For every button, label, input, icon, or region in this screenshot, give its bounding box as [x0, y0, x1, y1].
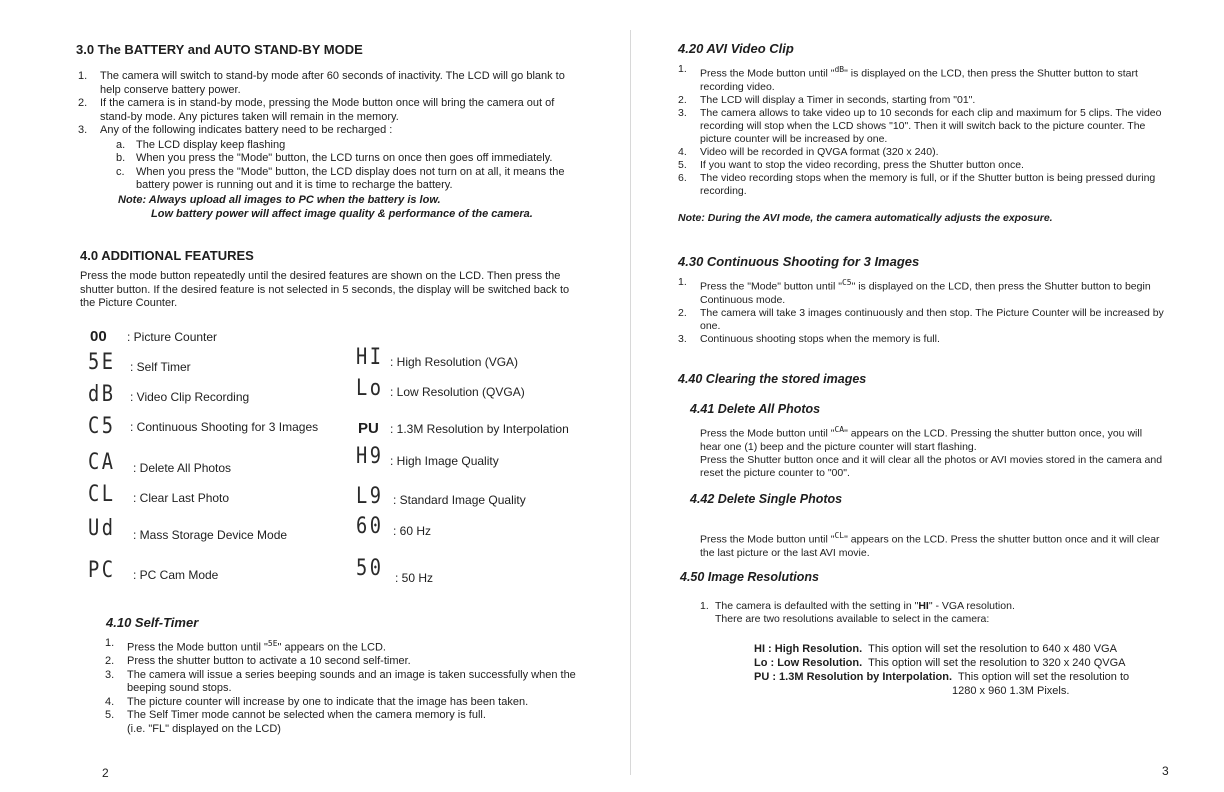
lcd-code-50hz: 50 — [356, 556, 384, 581]
delete-single-text: Press the Mode button until "$^{CL}$" appears on the LCD. Press the shutter button once and it will clear the last picture or the last AVI movie. — [700, 531, 1160, 559]
list-item: 3. Any of the following indicates battery need to be recharged : — [78, 124, 393, 136]
feature-label: : Video Clip Recording — [130, 390, 250, 404]
feature-label: : Self Timer — [130, 360, 191, 374]
feature-label: : Low Resolution (QVGA) — [390, 385, 525, 399]
feature-label: : Clear Last Photo — [133, 491, 230, 505]
feature-label: : High Resolution (VGA) — [390, 355, 519, 369]
list-item: b. When you press the "Mode" button, the LCD turns on once then goes off immediately. — [116, 152, 553, 164]
list-item: 4. Video will be recorded in QVGA format (320 x 240). — [678, 145, 939, 158]
list-item: 2. The LCD will display a Timer in seconds, starting from "01". — [678, 93, 976, 106]
feature-label: : 60 Hz — [393, 524, 432, 538]
list-item: 4. The picture counter will increase by one to indicate that the image has been taken. — [105, 695, 529, 708]
section-4-30-heading: 4.30 Continuous Shooting for 3 Images — [678, 254, 920, 269]
battery-note-2: Low battery power will affect image quality & performance of the camera. — [151, 208, 533, 220]
resolution-item: Lo : Low Resolution. This option will set the resolution to 320 x 240 QVGA — [754, 657, 1126, 669]
section-4-10-heading: 4.10 Self-Timer — [106, 615, 199, 630]
list-item: 5. If you want to stop the video recording, press the Shutter button once. — [678, 158, 1024, 171]
feature-label: : Mass Storage Device Mode — [133, 528, 288, 542]
lcd-code-standard-quality: L9 — [356, 484, 384, 509]
page-number: 2 — [102, 766, 109, 780]
lcd-code-mass-storage: Ud — [88, 516, 116, 541]
resolution-item: HI : High Resolution. This option will set the resolution to 640 x 480 VGA — [754, 643, 1117, 655]
lcd-code-high-res: HI — [356, 345, 384, 370]
feature-label: : Standard Image Quality — [393, 493, 526, 507]
list-item: 1. Press the Mode button until "$^{dB}$" is displayed on the LCD, then press the Shutter button to start recording video. — [678, 63, 1138, 93]
list-item: 1. Press the Mode button until "$^{5E}$" appears on the LCD. — [105, 637, 386, 654]
lcd-code-continuous: C5 — [88, 414, 116, 439]
section-4-50-heading: 4.50 Image Resolutions — [680, 570, 819, 584]
section-4-20-heading: 4.20 AVI Video Clip — [678, 41, 794, 56]
right-page — [630, 0, 1224, 792]
feature-label: : Continuous Shooting for 3 Images — [130, 420, 319, 434]
feature-label: : High Image Quality — [390, 454, 499, 468]
lcd-code-inline: CL — [834, 531, 845, 540]
delete-all-text: Press the Mode button until "$^{CA}$" appears on the LCD. Pressing the shutter button once, you will hear one (1) beep and the picture counter will start flashing. Press the Shutter button once and it will clear all the photos or AVI movies stored in the camera and reset the picture counter to "00". — [700, 425, 1163, 479]
feature-label: : 1.3M Resolution by Interpolation — [390, 422, 569, 436]
section-4-intro: Press the mode button repeatedly until the desired features are shown on the LCD. Then press the shutter button. If the desired feature is not selected in 5 seconds, the display will be switched back to the Picture Counter. — [80, 270, 570, 309]
list-item: 3. The camera allows to take video up to 10 seconds for each clip and maximum for 5 clips. The video recording will stop when the LCD shows "10". Then it will switch back to the picture counter. The picture counter will be increased by one. — [678, 106, 1162, 145]
section-4-heading: 4.0 ADDITIONAL FEATURES — [80, 248, 254, 263]
lcd-code-clear-last: CL — [88, 482, 116, 507]
lcd-code-self-timer: 5E — [88, 350, 116, 375]
list-item: 3. Continuous shooting stops when the memory is full. — [678, 332, 940, 345]
list-item: 1. The camera will switch to stand-by mode after 60 seconds of inactivity. The LCD will go blank to help conserve battery power. — [78, 70, 565, 96]
resolution-pu-detail: 1280 x 960 1.3M Pixels. — [952, 685, 1070, 697]
list-item: 5. The Self Timer mode cannot be selected when the camera memory is full. — [105, 709, 486, 722]
lcd-code-pc-cam: PC — [88, 558, 116, 583]
list-item: 1. Press the "Mode" button until "$^{C5}$" is displayed on the LCD, then press the Shutter button to begin Continuous mode. — [678, 276, 1151, 306]
section-4-41-heading: 4.41 Delete All Photos — [690, 402, 821, 416]
feature-label: : PC Cam Mode — [133, 568, 219, 582]
resolution-item: PU : 1.3M Resolution by Interpolation. This option will set the resolution to — [754, 671, 1130, 683]
feature-label: : 50 Hz — [395, 571, 434, 585]
continuous-list — [678, 276, 1168, 346]
battery-note: Note: Always upload all images to PC when the battery is low. — [118, 194, 441, 206]
lcd-code-inline: CA — [834, 425, 845, 434]
list-item: a. The LCD display keep flashing — [116, 138, 286, 151]
self-timer-note: (i.e. "FL" displayed on the LCD) — [127, 722, 281, 735]
avi-note: Note: During the AVI mode, the camera automatically adjusts the exposure. — [678, 212, 1053, 224]
feature-label: : Picture Counter — [127, 330, 218, 344]
lcd-code-inline: C5 — [841, 278, 852, 287]
self-timer-list — [105, 637, 593, 736]
list-item: 2. The camera will take 3 images continuously and then stop. The Picture Counter will be increased by one. — [678, 306, 1164, 332]
page-number: 3 — [1162, 764, 1169, 778]
feature-label: : Delete All Photos — [133, 461, 232, 475]
avi-list — [678, 63, 1168, 198]
resolution-list — [754, 642, 1194, 698]
list-item: 2. If the camera is in stand-by mode, pressing the Mode button once will bring the camera out of stand-by mode. Any pictures taken will remain in the memory. — [78, 97, 555, 123]
lcd-code-video-clip: dB — [88, 382, 116, 407]
section-4-40-heading: 4.40 Clearing the stored images — [678, 372, 867, 386]
lcd-code-60hz: 60 — [356, 514, 384, 539]
list-item: c. When you press the "Mode" button, the LCD display does not turn on at all, it means the battery power is running out and it is time to recharge the battery. — [116, 165, 565, 191]
list-item: 3. The camera will issue a series beeping sounds and an image is taken successfully when the beeping sound stops. — [105, 668, 576, 695]
list-item: 2. Press the shutter button to activate a 10 second self-timer. — [105, 655, 411, 668]
lcd-code-delete-all: CA — [88, 450, 116, 475]
section-3-list — [78, 70, 583, 193]
lcd-code-inline: dB — [834, 65, 845, 74]
lcd-code-inline: 5E — [267, 639, 278, 648]
list-item: 6. The video recording stops when the memory is full, or if the Shutter button is being pressed during recording. — [678, 171, 1156, 197]
lcd-code-high-quality: H9 — [356, 444, 384, 469]
resolution-intro: 1. The camera is defaulted with the setting in "HI" - VGA resolution. There are two resolutions available to select in the camera: — [700, 600, 1015, 625]
lcd-code-low-res: Lo — [356, 376, 384, 401]
section-3-heading: 3.0 The BATTERY and AUTO STAND-BY MODE — [76, 42, 363, 57]
resolution-default-code: HI — [918, 600, 929, 612]
lcd-code-interpolation: PU — [358, 420, 379, 437]
lcd-code-picture-counter: 00 — [90, 328, 107, 345]
section-4-42-heading: 4.42 Delete Single Photos — [690, 492, 843, 506]
